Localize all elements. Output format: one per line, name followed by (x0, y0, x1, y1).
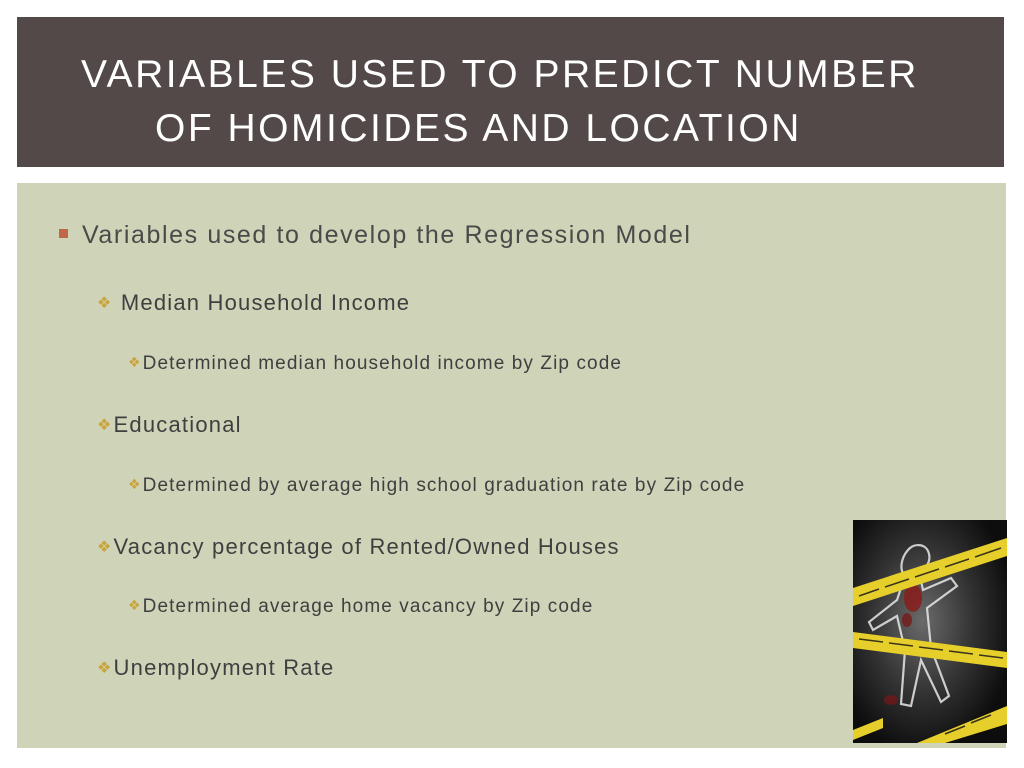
bullet-label: Educational (113, 412, 242, 437)
bullet-unemployment-rate (97, 655, 334, 681)
sub-bullet-graduation-detail (128, 475, 745, 497)
diamond-bullet-icon: ❖ (128, 354, 142, 370)
bullet-label: Vacancy percentage of Rented/Owned Houses (113, 534, 620, 559)
sub-bullet-text: Determined by average high school graduation rate by Zip code (142, 475, 746, 496)
sub-bullet-text: Determined median household income by Zip code (142, 353, 623, 374)
bullet-vacancy-percentage (97, 534, 620, 560)
diamond-bullet-icon: ❖ (128, 597, 142, 613)
diamond-bullet-icon: ❖ (97, 660, 113, 677)
bullet-median-household-income (97, 290, 410, 316)
diamond-bullet-icon: ❖ (97, 295, 113, 312)
title-bar (17, 17, 1004, 167)
bullet-label: Unemployment Rate (113, 655, 335, 680)
slide-title-line-2: OF HOMICIDES AND LOCATION (155, 107, 802, 150)
bullet-educational (97, 412, 242, 438)
sub-bullet-text: Determined average home vacancy by Zip code (142, 596, 594, 617)
sub-bullet-vacancy-detail (128, 596, 593, 618)
main-bullet-text: Variables used to develop the Regression Model (82, 221, 692, 249)
diamond-bullet-icon: ❖ (97, 539, 113, 556)
bullet-label: Median Household Income (113, 290, 411, 315)
slide-title-line-1: VARIABLES USED TO PREDICT NUMBER (81, 53, 919, 96)
diamond-bullet-icon: ❖ (97, 417, 113, 434)
crime-scene-photo-icon (853, 520, 1007, 743)
crime-scene-photo (853, 520, 1007, 743)
diamond-bullet-icon: ❖ (128, 476, 142, 492)
main-bullet (59, 221, 692, 250)
sub-bullet-median-income-detail (128, 353, 622, 375)
square-bullet-icon (59, 229, 68, 238)
